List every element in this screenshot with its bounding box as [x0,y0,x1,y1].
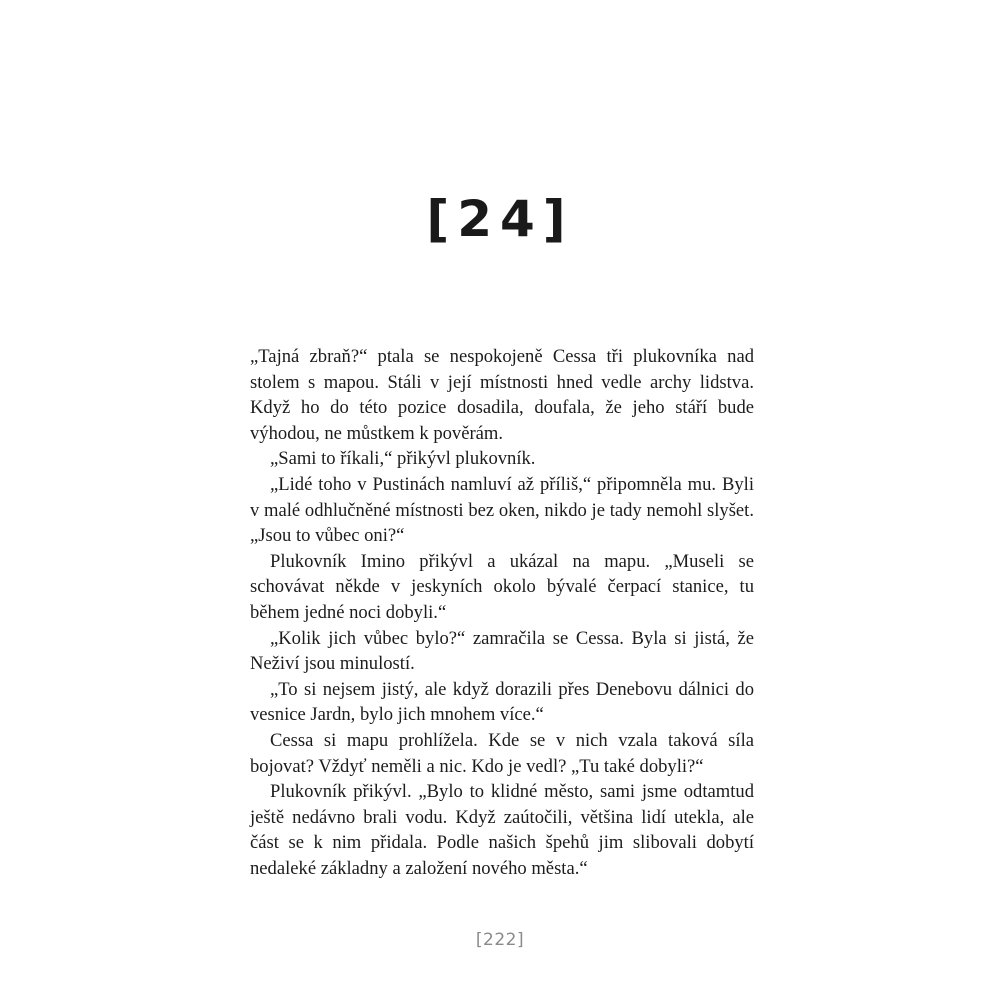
paragraph: Plukovník přikývl. „Bylo to klidné město, sami jsme odtamtud ještě nedávno brali vodu. Když zaútočili, většina lidí utekla, ale část se k nim přidala. Podle našich špehů jim slibovali dobytí nedaleké základny a založení nového města.“ [250,781,754,879]
paragraph: „Tajná zbraň?“ ptala se nespokojeně Cessa tři plukovníka nad stolem s mapou. Stáli v její místnosti hned vedle archy lidstva. Když ho do této pozice dosadila, doufala, že jeho stáří bude výhodou, ne můstkem k pověrám. [250,346,754,444]
paragraph: „Lidé toho v Pustinách namluví až příliš,“ připomněla mu. Byli v malé odhlučněné místnosti bez oken, nikdo je tady nemohl slyšet. „Jsou to vůbec oni?“ [250,473,754,547]
page-number: [222] [475,930,525,950]
chapter-body [250,344,754,881]
paragraph: „To si nejsem jistý, ale když dorazili přes Denebovu dálnici do vesnice Jardn, bylo jich mnohem více.“ [250,678,754,726]
paragraph: Cessa si mapu prohlížela. Kde se v nich vzala taková síla bojovat? Vždyť neměli a nic. Kdo je vedl? „Tu také dobyli?“ [250,729,754,777]
paragraph: „Kolik jich vůbec bylo?“ zamračila se Cessa. Byla si jistá, že Neživí jsou minulostí. [250,627,754,675]
paragraph: Plukovník Imino přikývl a ukázal na mapu. „Museli se schovávat někde v jeskyních okolo bývalé čerpací stanice, tu během jedné noci dobyli.“ [250,550,754,623]
paragraph: „Sami to říkali,“ přikývl plukovník. [270,448,536,470]
chapter-number: [24] [426,190,574,248]
